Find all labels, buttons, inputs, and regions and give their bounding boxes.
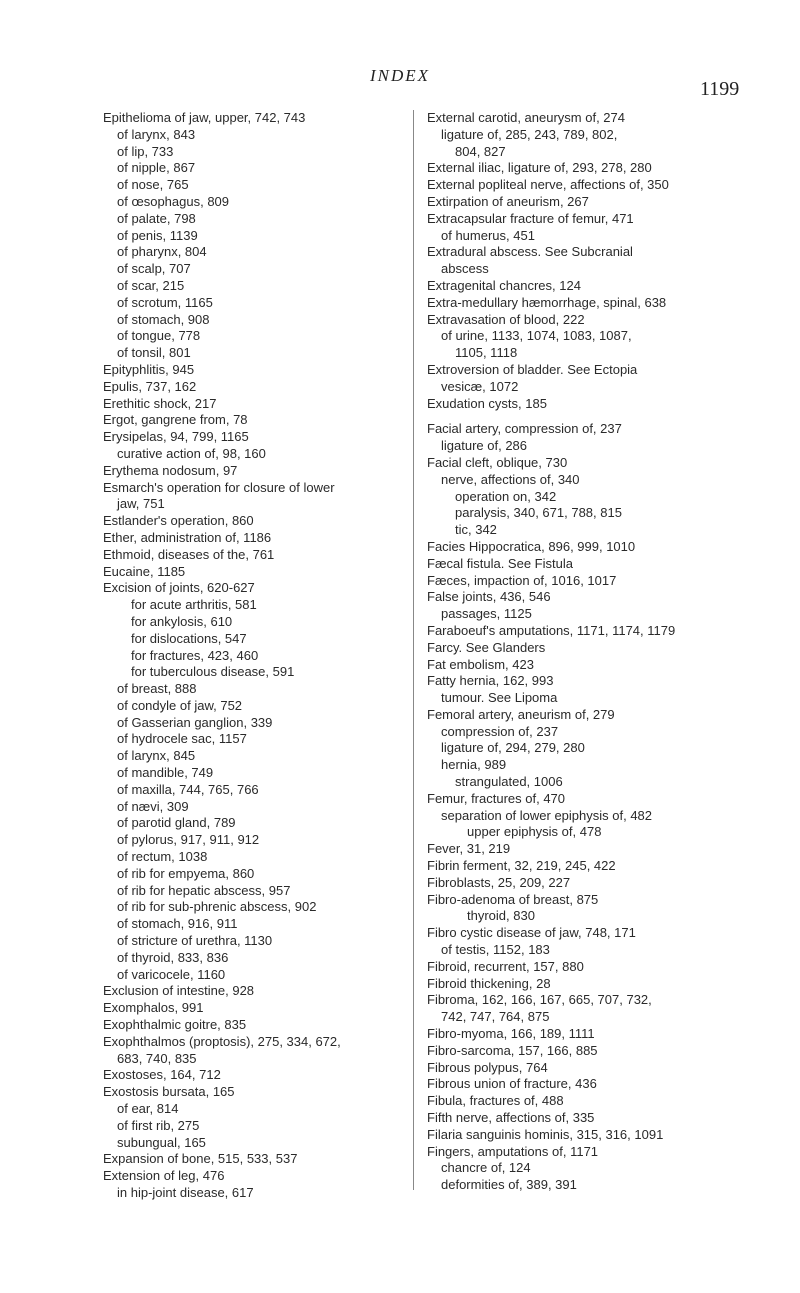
index-entry: Esmarch's operation for closure of lower [103,479,335,495]
index-entry: Estlander's operation, 860 [103,513,254,529]
index-subentry: passages, 1125 [441,606,532,622]
index-entry: Exostosis bursata, 165 [103,1084,235,1100]
index-subentry: curative action of, 98, 160 [117,445,266,461]
index-entry: Exophthalmic goitre, 835 [103,1017,247,1033]
index-subentry: of maxilla, 744, 765, 766 [117,781,259,797]
index-subentry: for fractures, 423, 460 [131,647,259,663]
index-subentry: of hydrocele sac, 1157 [117,731,247,747]
index-entry: Epityphlitis, 945 [103,361,195,377]
index-subentry: of palate, 798 [117,210,196,226]
running-head: INDEX [369,66,431,85]
index-subentry: of rib for hepatic abscess, 957 [117,882,291,898]
index-subentry: of humerus, 451 [441,227,535,243]
index-entry: Ether, administration of, 1186 [103,529,272,545]
index-entry: Eucaine, 1185 [103,563,186,579]
index-entry: Extravasation of blood, 222 [427,311,585,327]
index-subentry: strangulated, 1006 [455,774,563,790]
index-subentry: jaw, 751 [117,496,165,512]
index-subentry: chancre of, 124 [441,1160,531,1176]
index-subentry: vesicæ, 1072 [441,378,519,394]
index-entry: Extirpation of aneurism, 267 [427,193,589,209]
index-entry: Epithelioma of jaw, upper, 742, 743 [103,110,306,125]
index-subentry: for dislocations, 547 [131,630,247,646]
index-entry: Extragenital chancres, 124 [427,277,581,293]
index-subentry: of œsophagus, 809 [117,193,230,209]
index-subentry: of stomach, 908 [117,311,210,327]
index-subentry: for tuberculous disease, 591 [131,664,295,680]
index-subentry: compression of, 237 [441,723,559,739]
index-subentry: of scar, 215 [117,277,185,293]
index-entry: Exostoses, 164, 712 [103,1067,221,1083]
index-column-left [103,110,403,1202]
index-entry: External popliteal nerve, affections of, 350 [427,177,669,193]
index-subentry: 683, 740, 835 [117,1050,197,1066]
index-entry: Expansion of bone, 515, 533, 537 [103,1151,298,1167]
index-entry: Fibroid thickening, 28 [427,975,551,991]
index-entry: Fibro-sarcoma, 157, 166, 885 [427,1042,598,1058]
index-subentry: of lip, 733 [117,143,174,159]
index-entry: Extradural abscess. See Subcranial [427,244,633,260]
index-subentry: paralysis, 340, 671, 788, 815 [455,505,622,521]
index-subentry: of tonsil, 801 [117,345,191,361]
index-entry: Facies Hippocratica, 896, 999, 1010 [427,538,636,554]
index-entry: Filaria sanguinis hominis, 315, 316, 1091 [427,1126,664,1142]
index-subentry: of pylorus, 917, 911, 912 [117,832,260,848]
index-entry: Erethitic shock, 217 [103,395,217,411]
index-entry: Extracapsular fracture of femur, 471 [427,210,634,226]
index-entry: External carotid, aneurysm of, 274 [427,110,625,125]
index-entry: Faraboeuf's amputations, 1171, 1174, 1179 [427,622,676,638]
index-subentry: of nose, 765 [117,177,189,193]
index-subentry: upper epiphysis of, 478 [467,824,602,840]
index-entry: Fæces, impaction of, 1016, 1017 [427,572,617,588]
index-subentry: of urine, 1133, 1074, 1083, 1087, [441,328,632,344]
index-subentry: of scalp, 707 [117,261,191,277]
index-entry: Erysipelas, 94, 799, 1165 [103,429,249,445]
index-entry: Exomphalos, 991 [103,1000,204,1016]
index-entry: Fibroid, recurrent, 157, 880 [427,958,584,974]
index-subentry: tic, 342 [455,522,497,538]
index-subentry: of varicocele, 1160 [117,966,226,982]
index-entry: Fibroma, 162, 166, 167, 665, 707, 732, [427,992,652,1008]
index-subentry: nerve, affections of, 340 [441,471,580,487]
index-subentry: of penis, 1139 [117,227,198,243]
index-subentry: of parotid gland, 789 [117,815,236,831]
index-entry: Exudation cysts, 185 [427,395,547,411]
index-subentry: of nipple, 867 [117,160,196,176]
index-entry: Fibrous polypus, 764 [427,1059,548,1075]
index-subentry: of thyroid, 833, 836 [117,949,229,965]
index-entry: Fibro cystic disease of jaw, 748, 171 [427,925,636,941]
index-subentry: of ear, 814 [117,1101,179,1117]
index-subentry: for ankylosis, 610 [131,613,233,629]
index-subentry: for acute arthritis, 581 [131,597,257,613]
index-entry: Fibro-myoma, 166, 189, 1111 [427,1026,595,1042]
index-subentry: subungual, 165 [117,1134,206,1150]
index-column-right [427,110,727,1194]
index-subentry: tumour. See Lipoma [441,690,558,706]
index-subentry: of condyle of jaw, 752 [117,697,243,713]
index-entry: Facial cleft, oblique, 730 [427,454,568,470]
index-subentry: of nævi, 309 [117,798,189,814]
index-entry: Fifth nerve, affections of, 335 [427,1110,595,1126]
index-subentry: of tongue, 778 [117,328,201,344]
index-entry: Fibrous union of fracture, 436 [427,1076,597,1092]
index-entry: Extension of leg, 476 [103,1168,225,1184]
index-subentry: of first rib, 275 [117,1117,200,1133]
index-entry: Fibro-adenoma of breast, 875 [427,891,599,907]
index-entry: Farcy. See Glanders [427,639,546,655]
page-number: 1199 [700,78,740,100]
index-subentry: of mandible, 749 [117,765,214,781]
index-subentry: of rib for empyema, 860 [117,865,255,881]
index-subentry: of Gasserian ganglion, 339 [117,714,273,730]
index-entry: Fingers, amputations of, 1171 [427,1143,599,1159]
index-entry: Femur, fractures of, 470 [427,790,566,806]
index-subentry: abscess [441,261,489,277]
index-subentry: of rib for sub-phrenic abscess, 902 [117,899,317,915]
index-subentry: 804, 827 [455,143,506,159]
section-gap [427,412,727,421]
index-subentry: 1105, 1118 [455,345,518,361]
index-subentry: separation of lower epiphysis of, 482 [441,807,653,823]
index-entry: Erythema nodosum, 97 [103,462,238,478]
index-entry: Fibroblasts, 25, 209, 227 [427,874,571,890]
index-subentry: ligature of, 286 [441,438,528,454]
index-entry: Fatty hernia, 162, 993 [427,673,554,689]
index-entry: False joints, 436, 546 [427,589,551,605]
index-subentry: of larynx, 843 [117,126,196,142]
index-subentry: of testis, 1152, 183 [441,942,550,958]
index-subentry: thyroid, 830 [467,908,535,924]
index-entry: Ergot, gangrene from, 78 [103,412,248,428]
index-subentry: of larynx, 845 [117,748,196,764]
index-entry: Exophthalmos (proptosis), 275, 334, 672, [103,1033,341,1049]
index-subentry: of stomach, 916, 911 [117,916,238,932]
index-subentry: operation on, 342 [455,488,557,504]
index-subentry: of rectum, 1038 [117,849,208,865]
index-entry: Fever, 31, 219 [427,841,511,857]
column-divider [413,110,414,1190]
index-subentry: in hip-joint disease, 617 [117,1185,254,1200]
index-subentry: of breast, 888 [117,681,197,697]
index-entry: Excision of joints, 620-627 [103,580,255,596]
index-entry: Facial artery, compression of, 237 [427,421,622,437]
index-subentry: of scrotum, 1165 [117,294,213,310]
index-entry: External iliac, ligature of, 293, 278, 280 [427,160,652,176]
index-subentry: of pharynx, 804 [117,244,207,260]
index-entry: Femoral artery, aneurism of, 279 [427,706,615,722]
index-entry: Extra-medullary hæmorrhage, spinal, 638 [427,294,667,310]
index-entry: Fæcal fistula. See Fistula [427,555,573,571]
index-subentry: deformities of, 389, 391 [441,1177,577,1193]
index-subentry: of stricture of urethra, 1130 [117,933,273,949]
index-subentry: ligature of, 285, 243, 789, 802, [441,126,618,142]
index-entry: Fibrin ferment, 32, 219, 245, 422 [427,858,616,874]
index-entry: Extroversion of bladder. See Ectopia [427,361,638,377]
index-entry: Ethmoid, diseases of the, 761 [103,546,275,562]
index-subentry: hernia, 989 [441,757,507,773]
index-entry: Epulis, 737, 162 [103,378,197,394]
index-entry: Exclusion of intestine, 928 [103,983,255,999]
index-entry: Fat embolism, 423 [427,656,534,672]
index-entry: Fibula, fractures of, 488 [427,1093,564,1109]
index-subentry: 742, 747, 764, 875 [441,1009,550,1025]
index-subentry: ligature of, 294, 279, 280 [441,740,585,756]
